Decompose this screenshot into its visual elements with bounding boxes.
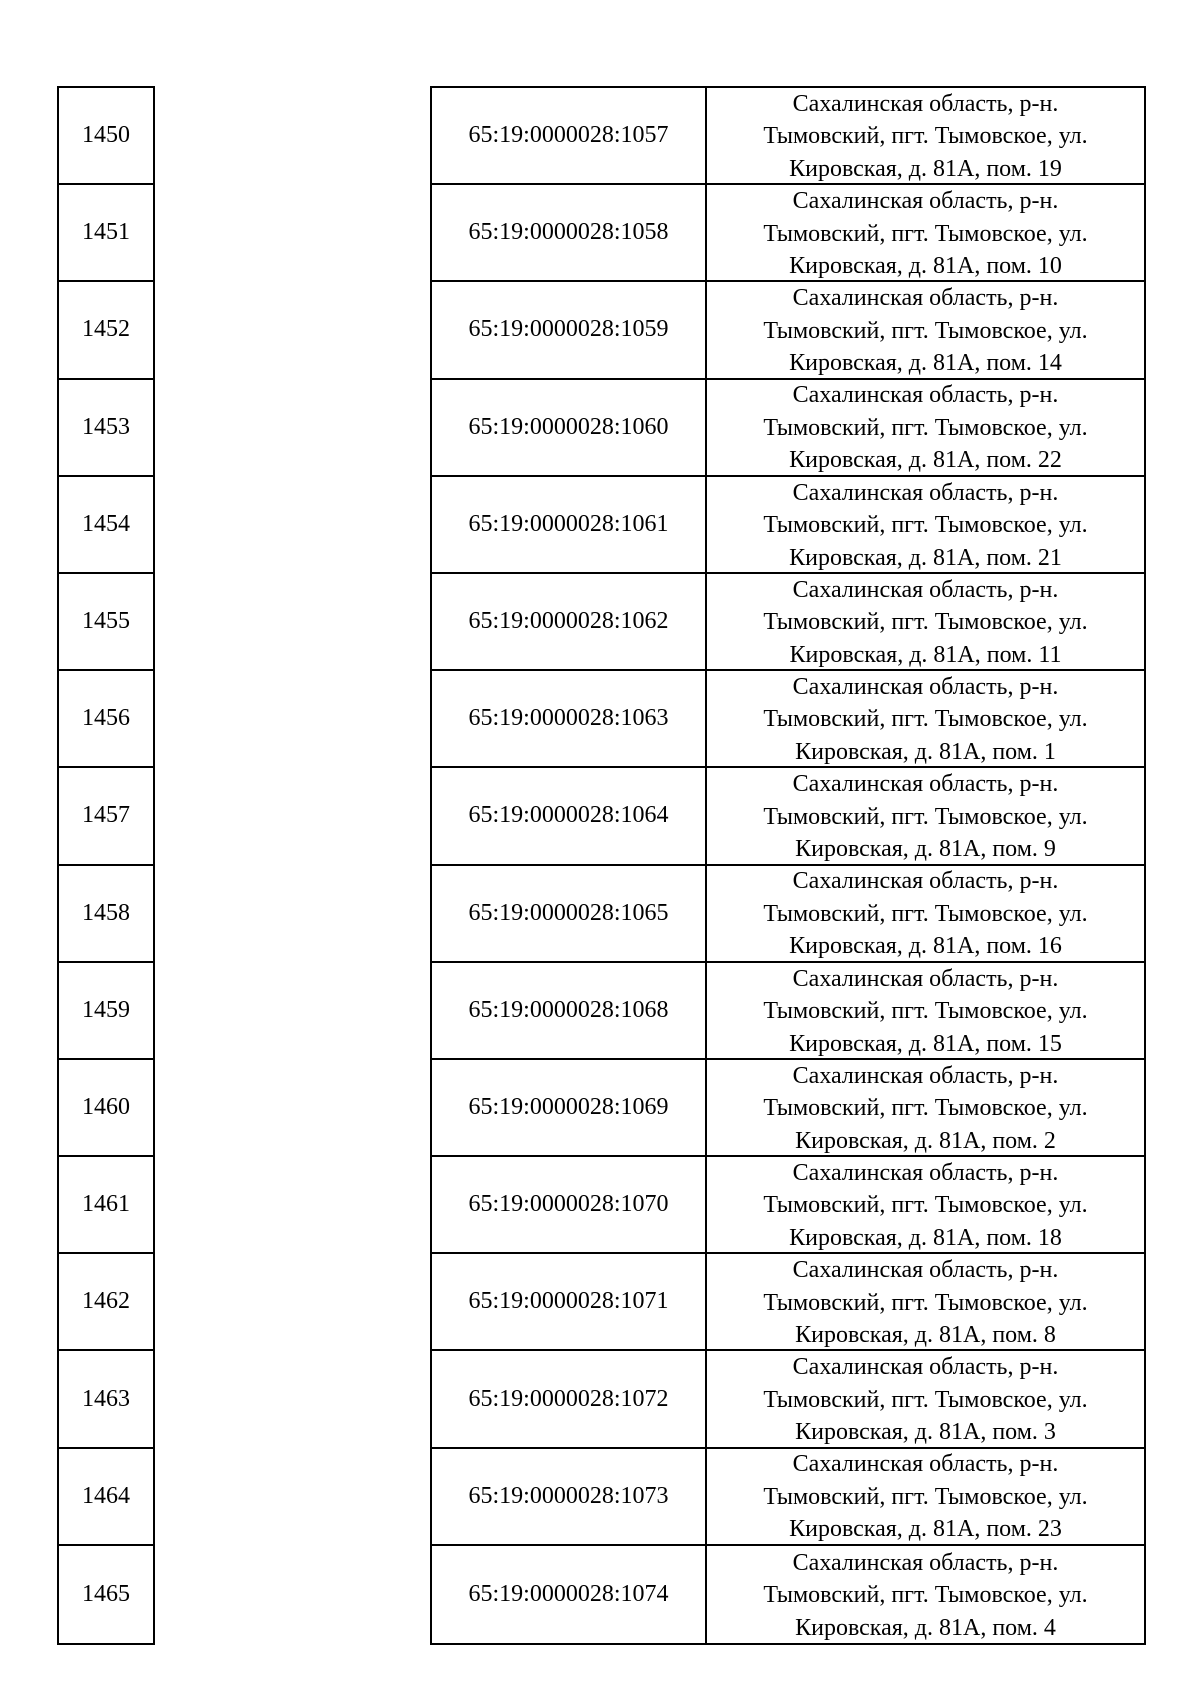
address-cell <box>707 477 1144 572</box>
table-row <box>432 574 1144 671</box>
row-number-cell: 1453 <box>59 380 153 477</box>
address-line: Кировская, д. 81А, пом. 19 <box>789 155 1062 182</box>
address-line: Тымовский, пгт. Тымовское, ул. <box>763 123 1088 150</box>
row-number-cell: 1462 <box>59 1254 153 1351</box>
address-line: Сахалинская область, р-н. <box>792 1159 1059 1186</box>
address-line: Кировская, д. 81А, пом. 10 <box>789 253 1062 280</box>
address-cell <box>707 1351 1144 1446</box>
cadastral-number-cell: 65:19:0000028:1074 <box>432 1546 707 1643</box>
address-line: Кировская, д. 81А, пом. 3 <box>795 1419 1056 1446</box>
row-number-cell: 1460 <box>59 1060 153 1157</box>
address-cell <box>707 380 1144 475</box>
row-number-cell: 1455 <box>59 574 153 671</box>
address-line: Кировская, д. 81А, пом. 14 <box>789 350 1062 377</box>
address-line: Тымовский, пгт. Тымовское, ул. <box>763 512 1088 539</box>
cadastral-number-cell: 65:19:0000028:1071 <box>432 1254 707 1349</box>
address-line: Сахалинская область, р-н. <box>792 1354 1059 1381</box>
address-cell <box>707 88 1144 183</box>
table-row <box>432 768 1144 865</box>
cadastral-number-cell: 65:19:0000028:1068 <box>432 963 707 1058</box>
table-row <box>432 282 1144 379</box>
address-line: Кировская, д. 81А, пом. 4 <box>795 1614 1056 1641</box>
row-number-cell: 1465 <box>82 1580 130 1607</box>
row-number-cell: 1459 <box>59 963 153 1060</box>
address-line: Кировская, д. 81А, пом. 2 <box>795 1127 1056 1154</box>
address-line: Тымовский, пгт. Тымовское, ул. <box>763 1582 1088 1609</box>
address-line: Сахалинская область, р-н. <box>792 771 1059 798</box>
address-line: Сахалинская область, р-н. <box>792 1451 1059 1478</box>
address-line: Тымовский, пгт. Тымовское, ул. <box>763 609 1088 636</box>
table-row <box>432 88 1144 185</box>
address-line: Кировская, д. 81А, пом. 21 <box>789 544 1062 571</box>
address-line: Тымовский, пгт. Тымовское, ул. <box>763 1095 1088 1122</box>
address-cell <box>707 574 1144 669</box>
address-line: Тымовский, пгт. Тымовское, ул. <box>763 317 1088 344</box>
cadastral-number-cell: 65:19:0000028:1058 <box>432 185 707 280</box>
table-row <box>432 477 1144 574</box>
cadastral-number-cell: 65:19:0000028:1072 <box>432 1351 707 1446</box>
address-line: Тымовский, пгт. Тымовское, ул. <box>763 1192 1088 1219</box>
address-line: Сахалинская область, р-н. <box>792 285 1059 312</box>
table-row <box>432 185 1144 282</box>
address-cell <box>707 1157 1144 1252</box>
address-cell <box>707 1546 1144 1643</box>
row-number-cell: 1463 <box>59 1351 153 1448</box>
table-row <box>432 1449 1144 1546</box>
address-line: Сахалинская область, р-н. <box>792 382 1059 409</box>
address-line: Сахалинская область, р-н. <box>792 965 1059 992</box>
address-line: Кировская, д. 81А, пом. 8 <box>795 1322 1056 1349</box>
address-cell <box>707 1254 1144 1349</box>
address-line: Сахалинская область, р-н. <box>792 479 1059 506</box>
address-cell <box>707 185 1144 280</box>
address-line: Кировская, д. 81А, пом. 1 <box>795 738 1056 765</box>
address-cell <box>707 1449 1144 1544</box>
address-line: Кировская, д. 81А, пом. 16 <box>789 933 1062 960</box>
address-line: Тымовский, пгт. Тымовское, ул. <box>763 414 1088 441</box>
cadastral-number-cell: 65:19:0000028:1069 <box>432 1060 707 1155</box>
address-line: Сахалинская область, р-н. <box>792 1549 1059 1576</box>
cadastral-number-cell: 65:19:0000028:1070 <box>432 1157 707 1252</box>
table-row <box>432 1546 1144 1643</box>
address-line: Кировская, д. 81А, пом. 18 <box>789 1224 1062 1251</box>
address-line: Тымовский, пгт. Тымовское, ул. <box>763 706 1088 733</box>
property-table <box>430 86 1146 1645</box>
address-line: Кировская, д. 81А, пом. 23 <box>789 1516 1062 1543</box>
address-cell <box>707 671 1144 766</box>
address-line: Сахалинская область, р-н. <box>792 868 1059 895</box>
cadastral-number-cell: 65:19:0000028:1060 <box>432 380 707 475</box>
table-row <box>432 671 1144 768</box>
address-line: Сахалинская область, р-н. <box>792 90 1059 117</box>
address-line: Кировская, д. 81А, пом. 22 <box>789 447 1062 474</box>
row-number-column <box>57 86 155 1645</box>
address-cell <box>707 1060 1144 1155</box>
row-number-cell: 1457 <box>59 768 153 865</box>
table-row <box>432 1254 1144 1351</box>
cadastral-number-cell: 65:19:0000028:1062 <box>432 574 707 669</box>
table-row <box>432 1060 1144 1157</box>
address-cell <box>707 768 1144 863</box>
row-number-cell: 1454 <box>59 477 153 574</box>
address-line: Кировская, д. 81А, пом. 9 <box>795 836 1056 863</box>
address-cell <box>707 963 1144 1058</box>
row-number-cell: 1451 <box>59 185 153 282</box>
cadastral-number-cell: 65:19:0000028:1065 <box>432 866 707 961</box>
row-number-cell: 1461 <box>59 1157 153 1254</box>
table-row <box>432 380 1144 477</box>
cadastral-number-cell: 65:19:0000028:1073 <box>432 1449 707 1544</box>
row-number-cell: 1456 <box>59 671 153 768</box>
address-line: Сахалинская область, р-н. <box>792 1257 1059 1284</box>
address-line: Тымовский, пгт. Тымовское, ул. <box>763 803 1088 830</box>
address-line: Сахалинская область, р-н. <box>792 1062 1059 1089</box>
row-number-cell: 1458 <box>59 866 153 963</box>
table-row <box>432 1351 1144 1448</box>
address-line: Кировская, д. 81А, пом. 15 <box>789 1030 1062 1057</box>
row-number-cell: 1450 <box>59 88 153 185</box>
cadastral-number-cell: 65:19:0000028:1057 <box>432 88 707 183</box>
address-line: Сахалинская область, р-н. <box>792 188 1059 215</box>
address-line: Сахалинская область, р-н. <box>792 576 1059 603</box>
table-row <box>432 1157 1144 1254</box>
cadastral-number-cell: 65:19:0000028:1059 <box>432 282 707 377</box>
table-row <box>432 866 1144 963</box>
address-cell <box>707 282 1144 377</box>
address-line: Тымовский, пгт. Тымовское, ул. <box>763 1386 1088 1413</box>
address-line: Тымовский, пгт. Тымовское, ул. <box>763 1289 1088 1316</box>
address-line: Тымовский, пгт. Тымовское, ул. <box>763 220 1088 247</box>
address-line: Тымовский, пгт. Тымовское, ул. <box>763 1483 1088 1510</box>
address-line: Тымовский, пгт. Тымовское, ул. <box>763 998 1088 1025</box>
address-line: Кировская, д. 81А, пом. 11 <box>789 641 1062 668</box>
row-number-cell: 1452 <box>59 282 153 379</box>
cadastral-number-cell: 65:19:0000028:1063 <box>432 671 707 766</box>
row-number-cell: 1464 <box>59 1449 153 1546</box>
address-cell <box>707 866 1144 961</box>
address-line: Тымовский, пгт. Тымовское, ул. <box>763 900 1088 927</box>
table-row <box>432 963 1144 1060</box>
cadastral-number-cell: 65:19:0000028:1064 <box>432 768 707 863</box>
cadastral-number-cell: 65:19:0000028:1061 <box>432 477 707 572</box>
address-line: Сахалинская область, р-н. <box>792 673 1059 700</box>
